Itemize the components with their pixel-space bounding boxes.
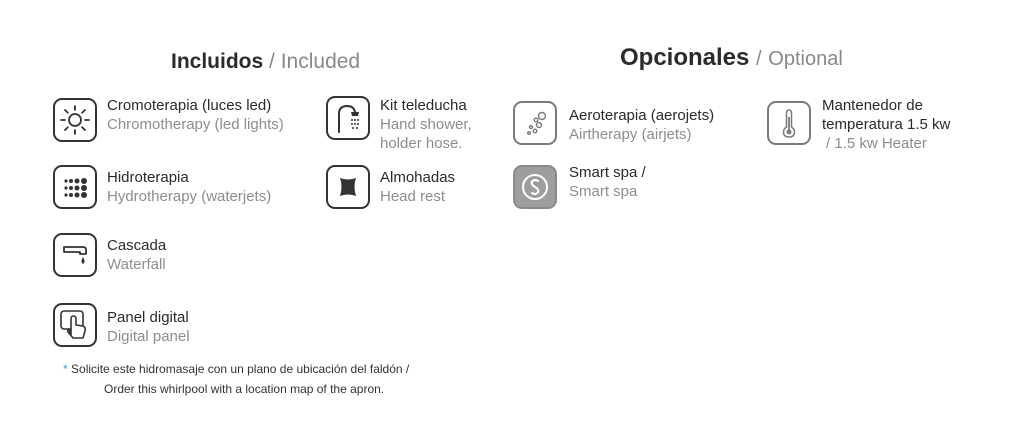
- feature-digital-panel-es: Panel digital: [107, 309, 189, 326]
- optional-separator: /: [756, 48, 762, 70]
- feature-chromotherapy-es: Cromoterapia (luces led): [107, 97, 272, 114]
- feature-hand-shower: [380, 96, 472, 153]
- water-jets-icon: [53, 165, 97, 209]
- footnote-line1: [63, 362, 409, 376]
- feature-digital-panel-en: Digital panel: [107, 328, 190, 345]
- feature-hydrotherapy-es: Hidroterapia: [107, 169, 189, 186]
- feature-waterfall-en: Waterfall: [107, 256, 166, 273]
- optional-subtitle: Optional: [768, 48, 843, 70]
- feature-hand-shower-es: Kit teleducha: [380, 97, 467, 114]
- feature-heater-line3: / 1.5 kw Heater: [826, 135, 927, 152]
- feature-smart-spa-en: Smart spa: [569, 183, 638, 200]
- feature-airtherapy-es: Aeroterapia (aerojets): [569, 107, 715, 124]
- feature-hydrotherapy: [107, 168, 271, 206]
- feature-hand-shower-en1: Hand shower,: [380, 116, 472, 133]
- feature-smart-spa-es: Smart spa /: [569, 164, 646, 181]
- included-title: Incluidos: [171, 50, 264, 73]
- sun-icon: [53, 98, 97, 142]
- thermometer-icon: [767, 101, 811, 145]
- waterfall-icon: [53, 233, 97, 277]
- feature-hydrotherapy-en: Hydrotherapy (waterjets): [107, 188, 272, 205]
- feature-airtherapy: [569, 106, 714, 144]
- included-heading: [171, 50, 360, 74]
- feature-heater: [822, 96, 950, 153]
- pillow-icon: [326, 165, 370, 209]
- feature-airtherapy-en: Airtherapy (airjets): [569, 126, 692, 143]
- feature-chromotherapy-en: Chromotherapy (led lights): [107, 116, 284, 133]
- hand-shower-icon: [326, 96, 370, 140]
- included-separator: /: [269, 50, 275, 73]
- feature-chromotherapy: [107, 96, 284, 134]
- feature-pillow-es: Almohadas: [380, 169, 456, 186]
- feature-waterfall: [107, 236, 166, 274]
- optional-title: Opcionales: [620, 44, 750, 71]
- feature-heater-line2: temperatura 1.5 kw: [822, 116, 951, 133]
- feature-pillow: [380, 168, 455, 206]
- feature-heater-line1: Mantenedor de: [822, 97, 923, 114]
- optional-heading: [620, 44, 843, 72]
- feature-waterfall-es: Cascada: [107, 237, 167, 254]
- feature-digital-panel: [107, 308, 190, 346]
- feature-hand-shower-en2: holder hose.: [380, 135, 463, 152]
- smart-spa-icon: [513, 165, 557, 209]
- touch-panel-icon: [53, 303, 97, 347]
- footnote-text-es: Solicite este hidromasaje con un plano de ubicación del faldón /: [71, 362, 410, 376]
- included-subtitle: Included: [280, 50, 361, 73]
- feature-pillow-en: Head rest: [380, 188, 446, 205]
- bubbles-icon: [513, 101, 557, 145]
- feature-smart-spa: [569, 163, 646, 201]
- footnote-line2: Order this whirlpool with a location map of the apron.: [104, 382, 385, 396]
- footnote-asterisk: *: [63, 362, 68, 376]
